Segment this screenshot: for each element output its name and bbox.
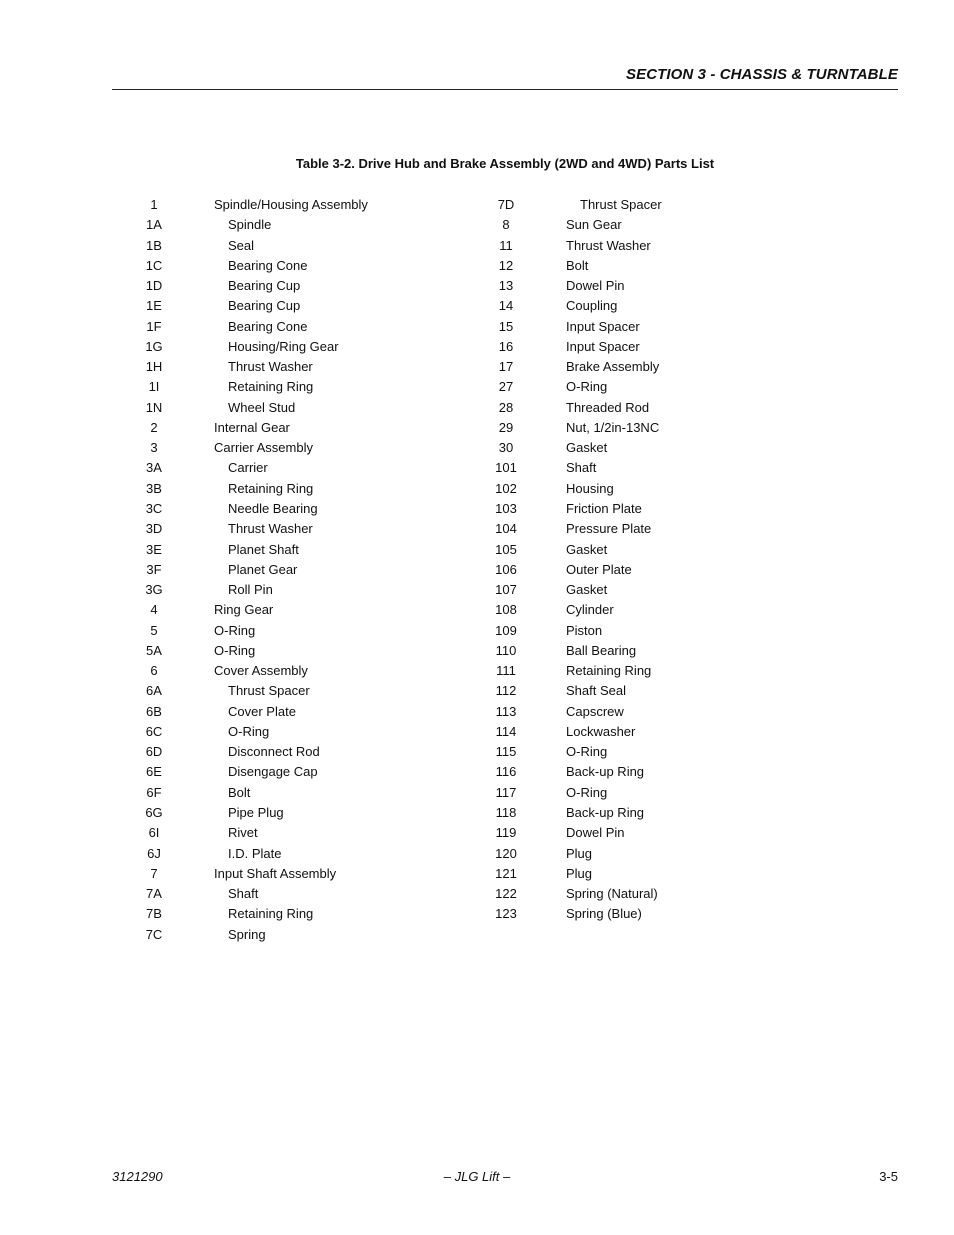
- part-description: O-Ring: [566, 744, 608, 760]
- part-description: Thrust Washer: [228, 359, 313, 375]
- part-number: 3B: [146, 480, 162, 496]
- part-row: [0, 661, 954, 681]
- part-description: Capscrew: [566, 703, 624, 719]
- part-description: Spindle/Housing Assembly: [214, 197, 368, 212]
- part-number: 1: [150, 197, 158, 212]
- part-row: [0, 600, 954, 620]
- part-description: Thrust Washer: [566, 237, 651, 253]
- part-number: 1A: [146, 217, 162, 233]
- part-number: 5A: [146, 642, 162, 658]
- part-description: Carrier: [228, 460, 268, 476]
- part-row: [0, 458, 954, 478]
- part-number: 121: [495, 865, 517, 881]
- part-number: 14: [498, 298, 514, 314]
- part-row: [0, 803, 954, 823]
- part-description: O-Ring: [566, 784, 608, 800]
- part-description: Pipe Plug: [228, 804, 284, 820]
- part-description: Carrier Assembly: [214, 440, 313, 456]
- part-description: Friction Plate: [566, 500, 642, 516]
- part-description: I.D. Plate: [228, 845, 282, 861]
- part-description: Cover Plate: [228, 703, 296, 719]
- part-description: Cylinder: [566, 602, 614, 618]
- part-number: 106: [495, 561, 517, 577]
- part-number: 7A: [146, 886, 162, 902]
- part-number: 6: [150, 663, 158, 679]
- part-description: Input Shaft Assembly: [214, 865, 337, 881]
- part-row: [0, 479, 954, 499]
- part-description: Input Spacer: [566, 338, 640, 354]
- part-row: [0, 438, 954, 458]
- part-description: Sun Gear: [566, 217, 622, 233]
- document-number: 3121290: [112, 1169, 163, 1184]
- part-row: [0, 641, 954, 661]
- part-row: [0, 215, 954, 235]
- part-number: 7B: [146, 906, 162, 922]
- part-description: Spring: [228, 926, 266, 942]
- part-number: 105: [495, 541, 517, 557]
- part-row: [0, 823, 954, 843]
- part-number: 1C: [145, 257, 163, 273]
- part-description: Plug: [566, 865, 593, 881]
- part-number: 6E: [146, 764, 162, 780]
- part-number: 6J: [147, 845, 161, 861]
- part-description: Shaft: [228, 886, 259, 902]
- part-number: 6B: [146, 703, 162, 719]
- part-description: Outer Plate: [566, 561, 632, 577]
- part-number: 17: [498, 359, 514, 375]
- part-description: Dowel Pin: [566, 825, 625, 841]
- part-description: Gasket: [566, 582, 608, 598]
- part-number: 109: [495, 622, 517, 638]
- part-description: Spring (Natural): [566, 886, 658, 902]
- part-number: 6A: [146, 683, 162, 699]
- part-description: Needle Bearing: [228, 500, 318, 516]
- part-row: [0, 499, 954, 519]
- part-row: [0, 904, 954, 924]
- part-description: Thrust Washer: [228, 521, 313, 537]
- part-description: Input Spacer: [566, 318, 640, 334]
- part-description: Back-up Ring: [566, 764, 645, 780]
- part-number: 3E: [146, 541, 162, 557]
- part-number: 3D: [145, 521, 163, 537]
- part-row: [0, 236, 954, 256]
- part-number: 12: [498, 257, 514, 273]
- part-description: O-Ring: [228, 723, 270, 739]
- part-number: 6D: [145, 744, 163, 760]
- part-description: Gasket: [566, 541, 608, 557]
- part-number: 108: [495, 602, 517, 618]
- section-title: SECTION 3 - CHASSIS & TURNTABLE: [625, 66, 898, 83]
- part-description: Spring (Blue): [566, 906, 642, 922]
- part-description: Cover Assembly: [214, 663, 308, 679]
- part-number: 7: [150, 865, 158, 881]
- part-number: 6C: [145, 723, 163, 739]
- part-description: Planet Gear: [228, 561, 298, 577]
- part-row: [0, 357, 954, 377]
- part-number: 30: [498, 440, 514, 456]
- part-number: 16: [498, 338, 514, 354]
- part-number: 1G: [145, 338, 163, 354]
- part-row: [0, 884, 954, 904]
- part-number: 120: [495, 845, 517, 861]
- part-number: 115: [495, 744, 517, 760]
- part-description: Retaining Ring: [228, 480, 314, 496]
- parts-list-right: [0, 195, 954, 925]
- part-number: 119: [495, 825, 517, 841]
- part-number: 3G: [145, 582, 163, 598]
- part-number: 1B: [146, 237, 162, 253]
- part-row: [0, 864, 954, 884]
- part-description: Gasket: [566, 440, 608, 456]
- part-number: 3F: [146, 561, 162, 577]
- table-title: Table 3-2. Drive Hub and Brake Assembly (2WD and 4WD) Parts List: [295, 156, 715, 171]
- part-number: 2: [150, 419, 158, 435]
- header-divider: [112, 89, 898, 90]
- part-row: [0, 681, 954, 701]
- part-description: Thrust Spacer: [228, 683, 310, 699]
- part-row: [0, 925, 480, 945]
- part-number: 7C: [145, 926, 163, 942]
- part-description: O-Ring: [214, 642, 256, 658]
- part-row: [0, 418, 954, 438]
- part-number: 4: [150, 602, 158, 618]
- part-description: Lockwasher: [566, 723, 636, 739]
- part-number: 5: [150, 622, 158, 638]
- part-number: 29: [498, 419, 514, 435]
- part-number: 6F: [146, 784, 162, 800]
- part-description: O-Ring: [566, 379, 608, 395]
- part-description: Bolt: [566, 257, 589, 273]
- part-description: Planet Shaft: [228, 541, 299, 557]
- part-number: 3C: [145, 500, 163, 516]
- part-description: Seal: [228, 237, 255, 253]
- part-description: Brake Assembly: [566, 359, 660, 375]
- part-description: Thrust Spacer: [580, 197, 662, 212]
- part-number: 104: [495, 521, 517, 537]
- part-description: Bearing Cone: [228, 318, 308, 334]
- part-number: 123: [495, 906, 517, 922]
- part-row: [0, 256, 954, 276]
- part-description: Disconnect Rod: [228, 744, 320, 760]
- part-description: Ball Bearing: [566, 642, 637, 658]
- part-description: Bearing Cone: [228, 257, 308, 273]
- part-description: Roll Pin: [228, 582, 273, 598]
- part-number: 116: [495, 764, 517, 780]
- part-number: 114: [495, 723, 517, 739]
- page-number: 3-5: [879, 1169, 898, 1184]
- footer-brand: – JLG Lift –: [443, 1169, 511, 1184]
- part-number: 112: [495, 683, 517, 699]
- part-description: Retaining Ring: [228, 379, 314, 395]
- part-description: Wheel Stud: [228, 399, 296, 415]
- part-description: Nut, 1/2in-13NC: [566, 419, 660, 435]
- part-description: Ring Gear: [214, 602, 274, 618]
- part-row: [0, 317, 954, 337]
- part-row: [0, 337, 954, 357]
- part-description: Housing: [566, 480, 614, 496]
- part-description: Retaining Ring: [228, 906, 314, 922]
- part-description: Back-up Ring: [566, 804, 645, 820]
- part-number: 1N: [145, 399, 163, 415]
- part-row: [0, 742, 954, 762]
- part-number: 28: [498, 399, 514, 415]
- part-number: 102: [495, 480, 517, 496]
- part-row: [0, 722, 954, 742]
- part-row: [0, 398, 954, 418]
- part-description: Threaded Rod: [566, 399, 650, 415]
- part-number: 1F: [146, 318, 162, 334]
- part-description: Bearing Cup: [228, 298, 301, 314]
- part-description: Piston: [566, 622, 603, 638]
- part-number: 110: [495, 642, 517, 658]
- part-number: 113: [495, 703, 517, 719]
- part-number: 3: [150, 440, 158, 456]
- part-row: [0, 783, 954, 803]
- part-description: Plug: [566, 845, 593, 861]
- part-number: 101: [495, 460, 517, 476]
- part-number: 1I: [148, 379, 160, 395]
- part-description: Retaining Ring: [566, 663, 652, 679]
- part-number: 118: [495, 804, 517, 820]
- part-description: Rivet: [228, 825, 258, 841]
- part-description: Bolt: [228, 784, 251, 800]
- part-description: Pressure Plate: [566, 521, 652, 537]
- part-description: Disengage Cap: [228, 764, 318, 780]
- part-number: 27: [498, 379, 514, 395]
- part-description: Bearing Cup: [228, 278, 301, 294]
- part-number: 111: [496, 663, 516, 679]
- part-number: 7D: [497, 197, 515, 212]
- part-number: 117: [495, 784, 517, 800]
- part-row: [0, 702, 954, 722]
- part-description: Shaft: [566, 460, 597, 476]
- part-number: 13: [498, 278, 514, 294]
- part-row: [0, 195, 954, 215]
- part-number: 1D: [145, 278, 163, 294]
- part-number: 15: [498, 318, 514, 334]
- part-row: [0, 276, 954, 296]
- part-row: [0, 621, 954, 641]
- part-description: Housing/Ring Gear: [228, 338, 339, 354]
- part-description: Spindle: [228, 217, 272, 233]
- part-number: 103: [495, 500, 517, 516]
- part-row: [0, 377, 954, 397]
- part-description: Internal Gear: [214, 419, 290, 435]
- part-row: [0, 762, 954, 782]
- part-number: 1E: [146, 298, 162, 314]
- part-row: [0, 560, 954, 580]
- part-description: Dowel Pin: [566, 278, 625, 294]
- part-number: 3A: [146, 460, 162, 476]
- part-number: 107: [495, 582, 517, 598]
- part-row: [0, 540, 954, 560]
- part-number: 6G: [145, 804, 163, 820]
- part-number: 1H: [145, 359, 163, 375]
- part-number: 8: [502, 217, 510, 233]
- part-description: Coupling: [566, 298, 618, 314]
- part-number: 6I: [148, 825, 160, 841]
- part-description: Shaft Seal: [566, 683, 626, 699]
- part-row: [0, 519, 954, 539]
- part-number: 122: [495, 886, 517, 902]
- part-description: O-Ring: [214, 622, 256, 638]
- part-number: 11: [499, 237, 513, 253]
- part-row: [0, 844, 954, 864]
- part-row: [0, 296, 954, 316]
- part-row: [0, 580, 954, 600]
